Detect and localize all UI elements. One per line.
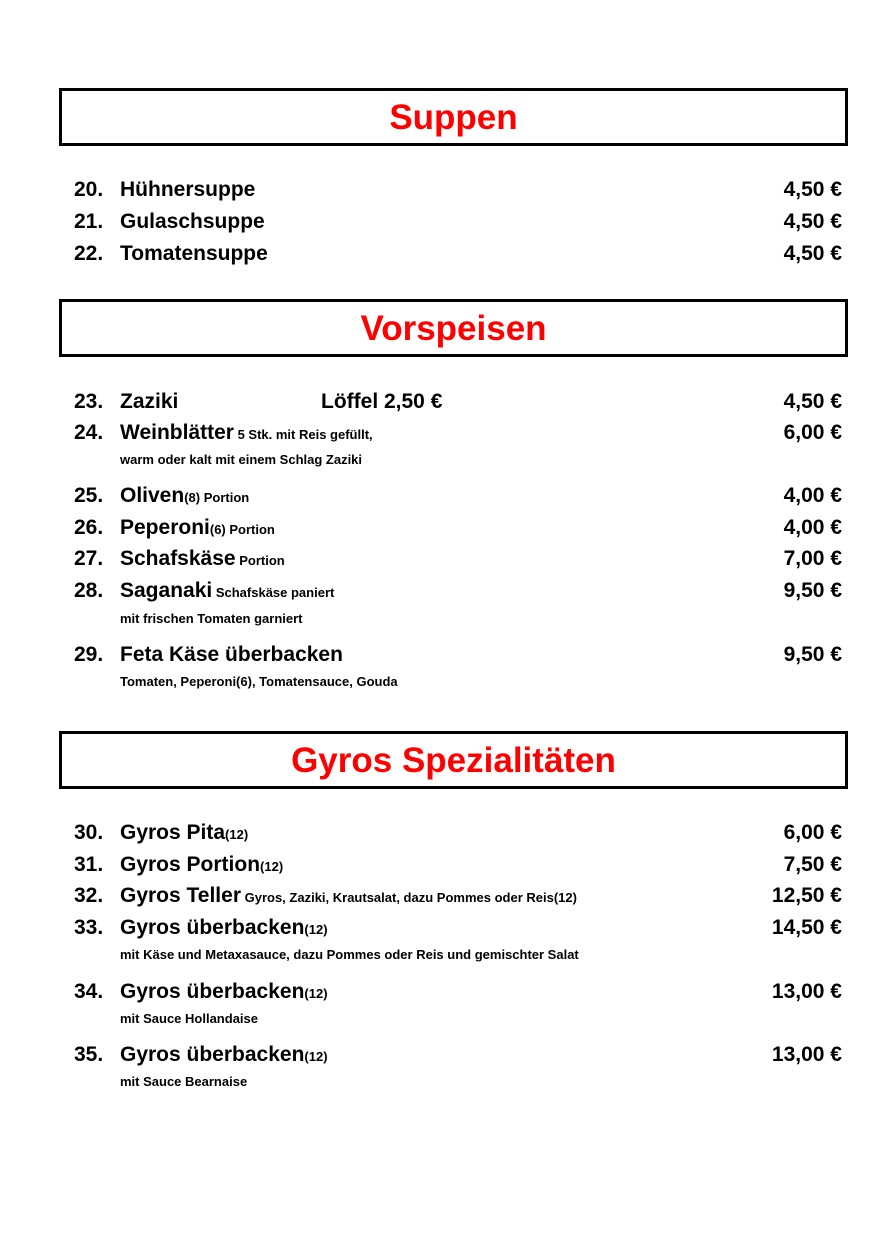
section-title: Vorspeisen bbox=[360, 308, 547, 348]
section-title: Suppen bbox=[389, 97, 518, 137]
item-number: 33. bbox=[74, 916, 104, 939]
item-name-text: Peperoni bbox=[120, 516, 210, 539]
item-price: 13,00 € bbox=[771, 980, 842, 1003]
item-extra-price: Löffel 2,50 € bbox=[321, 390, 443, 413]
item-number: 28. bbox=[74, 579, 104, 602]
item-note: (12) bbox=[260, 859, 284, 874]
item-name bbox=[120, 575, 334, 609]
section-title: Gyros Spezialitäten bbox=[291, 740, 616, 780]
item-price: 4,50 € bbox=[783, 178, 842, 201]
item-name bbox=[120, 849, 283, 883]
menu-item bbox=[74, 512, 842, 544]
item-note: Portion bbox=[235, 553, 285, 568]
item-name-text: Gyros überbacken bbox=[120, 916, 305, 939]
item-name bbox=[120, 1039, 328, 1073]
item-price: 13,00 € bbox=[771, 1043, 842, 1066]
item-name: Tomatensuppe bbox=[120, 242, 268, 265]
item-name-text: Schafskäse bbox=[120, 547, 236, 570]
item-name: Zaziki bbox=[120, 390, 179, 413]
item-number: 34. bbox=[74, 980, 104, 1003]
item-number: 29. bbox=[74, 643, 104, 666]
menu-item bbox=[74, 386, 842, 418]
menu-item bbox=[74, 1039, 842, 1071]
section-header-vorspeisen bbox=[59, 299, 848, 357]
menu-item bbox=[74, 174, 842, 206]
item-price: 6,00 € bbox=[783, 821, 842, 844]
menu-item bbox=[74, 417, 842, 449]
menu-item bbox=[74, 206, 842, 238]
item-note: (12) bbox=[304, 922, 328, 937]
menu-item bbox=[74, 480, 842, 512]
item-price: 12,50 € bbox=[771, 884, 842, 907]
menu-item bbox=[74, 543, 842, 575]
item-price: 7,00 € bbox=[783, 547, 842, 570]
item-number: 35. bbox=[74, 1043, 104, 1066]
item-note: (12) bbox=[304, 1049, 328, 1064]
item-description: mit Sauce Hollandaise bbox=[120, 1011, 258, 1026]
item-note: 5 Stk. mit Reis gefüllt, bbox=[233, 427, 373, 442]
item-note: (12) bbox=[304, 986, 328, 1001]
item-name bbox=[120, 880, 577, 914]
menu-item bbox=[74, 575, 842, 607]
item-number: 26. bbox=[74, 516, 104, 539]
item-price: 4,50 € bbox=[783, 210, 842, 233]
item-price: 9,50 € bbox=[783, 579, 842, 602]
section-header-suppen bbox=[59, 88, 848, 146]
item-name bbox=[120, 912, 328, 946]
item-number: 25. bbox=[74, 484, 104, 507]
item-note: Gyros, Zaziki, Krautsalat, dazu Pommes oder Reis(12) bbox=[241, 890, 577, 905]
item-name: Hühnersuppe bbox=[120, 178, 256, 201]
item-description: Tomaten, Peperoni(6), Tomatensauce, Gouda bbox=[120, 674, 398, 689]
item-name-text: Saganaki bbox=[120, 579, 213, 602]
item-price: 4,50 € bbox=[783, 390, 842, 413]
item-note: (6) Portion bbox=[209, 522, 275, 537]
item-number: 22. bbox=[74, 242, 104, 265]
item-name: Feta Käse überbacken bbox=[120, 643, 343, 666]
item-description: mit Sauce Bearnaise bbox=[120, 1074, 248, 1089]
item-name bbox=[120, 976, 328, 1010]
item-number: 20. bbox=[74, 178, 104, 201]
menu-item bbox=[74, 639, 842, 671]
item-note: (8) Portion bbox=[184, 490, 250, 505]
item-number: 32. bbox=[74, 884, 104, 907]
menu-item bbox=[74, 880, 842, 912]
item-name-text: Gyros Portion bbox=[120, 853, 261, 876]
item-name bbox=[120, 417, 373, 451]
item-price: 6,00 € bbox=[783, 421, 842, 444]
menu-item bbox=[74, 238, 842, 270]
item-name-text: Gyros Pita bbox=[120, 821, 226, 844]
item-price: 4,50 € bbox=[783, 242, 842, 265]
item-number: 21. bbox=[74, 210, 104, 233]
item-note: (12) bbox=[225, 827, 249, 842]
item-price: 4,00 € bbox=[783, 516, 842, 539]
item-price: 7,50 € bbox=[783, 853, 842, 876]
item-name-text: Gyros überbacken bbox=[120, 1043, 305, 1066]
item-number: 31. bbox=[74, 853, 104, 876]
item-name bbox=[120, 480, 249, 514]
item-number: 30. bbox=[74, 821, 104, 844]
item-number: 24. bbox=[74, 421, 104, 444]
menu-item bbox=[74, 849, 842, 881]
item-description: warm oder kalt mit einem Schlag Zaziki bbox=[120, 452, 363, 467]
item-name-text: Oliven bbox=[120, 484, 185, 507]
menu-item bbox=[74, 912, 842, 944]
item-price: 9,50 € bbox=[783, 643, 842, 666]
section-header-gyros bbox=[59, 731, 848, 789]
item-number: 23. bbox=[74, 390, 104, 413]
item-name-text: Weinblätter bbox=[120, 421, 234, 444]
item-note: Schafskäse paniert bbox=[212, 585, 335, 600]
item-name: Gulaschsuppe bbox=[120, 210, 265, 233]
item-name bbox=[120, 512, 275, 546]
item-name-text: Gyros überbacken bbox=[120, 980, 305, 1003]
item-price: 14,50 € bbox=[771, 916, 842, 939]
menu-item bbox=[74, 817, 842, 849]
item-number: 27. bbox=[74, 547, 104, 570]
item-name-text: Gyros Teller bbox=[120, 884, 241, 907]
item-description: mit frischen Tomaten garniert bbox=[120, 611, 303, 626]
menu-item bbox=[74, 976, 842, 1008]
item-name bbox=[120, 543, 285, 577]
item-price: 4,00 € bbox=[783, 484, 842, 507]
item-name bbox=[120, 817, 248, 851]
item-description: mit Käse und Metaxasauce, dazu Pommes oder Reis und gemischter Salat bbox=[120, 947, 579, 962]
